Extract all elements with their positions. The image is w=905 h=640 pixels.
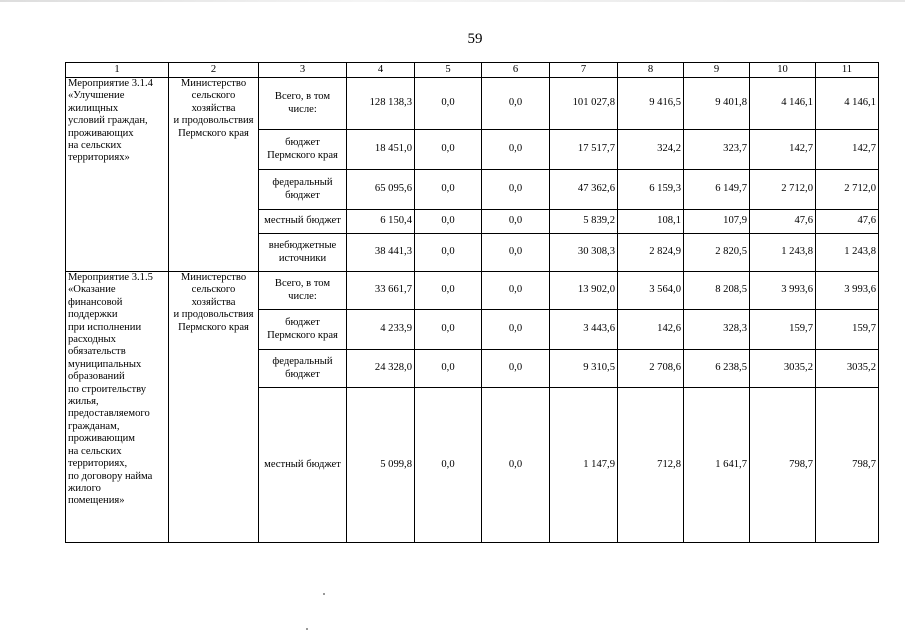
value-cell: 6 159,3 <box>618 170 684 210</box>
value-cell: 47,6 <box>750 210 816 234</box>
table-row <box>66 78 879 130</box>
cell-line: Министерство <box>180 272 247 283</box>
cell-line: расходных <box>68 334 116 346</box>
value-cell: 4 146,1 <box>816 78 879 130</box>
cell-line: Всего, в том <box>274 91 331 103</box>
cell-line: хозяйства <box>191 102 236 114</box>
value-cell: 6 150,4 <box>347 210 415 234</box>
cell-line: предоставляемого <box>68 408 150 420</box>
value-cell: 13 902,0 <box>550 272 618 310</box>
cell-line: федеральный <box>272 356 333 368</box>
value-cell: 2 712,0 <box>750 170 816 210</box>
value-cell: 1 243,8 <box>816 234 879 272</box>
value-cell: 159,7 <box>816 310 879 350</box>
column-number: 8 <box>618 63 684 78</box>
cell-line: Мероприятие 3.1.4 <box>68 78 153 89</box>
value-cell: 2 820,5 <box>684 234 750 272</box>
cell-line: бюджет <box>285 317 320 329</box>
value-cell: 5 839,2 <box>550 210 618 234</box>
scan-speck <box>306 628 308 630</box>
cell-line: сельского <box>191 90 236 102</box>
cell-line: жилья, <box>68 396 99 408</box>
scan-edge <box>0 0 905 2</box>
cell-line: внебюджетные <box>268 240 337 252</box>
value-cell: 159,7 <box>750 310 816 350</box>
cell-line: Министерство <box>180 78 247 89</box>
value-cell: 101 027,8 <box>550 78 618 130</box>
value-cell: 142,6 <box>618 310 684 350</box>
cell-line: территориях» <box>68 152 130 164</box>
column-number-row <box>66 63 879 78</box>
cell-line: финансовой <box>68 296 123 308</box>
value-cell: 47 362,6 <box>550 170 618 210</box>
value-cell: 9 401,8 <box>684 78 750 130</box>
value-cell: 108,1 <box>618 210 684 234</box>
value-cell: 47,6 <box>816 210 879 234</box>
value-cell: 324,2 <box>618 130 684 170</box>
column-number: 5 <box>415 63 482 78</box>
value-cell: 712,8 <box>618 388 684 543</box>
cell-line: и продовольствия <box>173 115 254 127</box>
column-number: 3 <box>259 63 347 78</box>
funding-source-cell <box>259 210 347 234</box>
value-cell: 0,0 <box>415 130 482 170</box>
value-cell: 38 441,3 <box>347 234 415 272</box>
value-cell: 9 310,5 <box>550 350 618 388</box>
cell-line: Пермского края <box>267 149 338 161</box>
executor-cell <box>169 78 259 272</box>
value-cell: 18 451,0 <box>347 130 415 170</box>
funding-source-cell <box>259 350 347 388</box>
cell-line: на сельских <box>68 140 122 152</box>
value-cell: 8 208,5 <box>684 272 750 310</box>
value-cell: 323,7 <box>684 130 750 170</box>
cell-line: по строительству <box>68 383 147 395</box>
value-cell: 0,0 <box>415 350 482 388</box>
value-cell: 33 661,7 <box>347 272 415 310</box>
value-cell: 0,0 <box>415 388 482 543</box>
value-cell: 798,7 <box>816 388 879 543</box>
funding-source-cell <box>259 130 347 170</box>
column-number: 4 <box>347 63 415 78</box>
value-cell: 107,9 <box>684 210 750 234</box>
cell-line: «Улучшение <box>68 90 125 102</box>
value-cell: 0,0 <box>415 310 482 350</box>
value-cell: 142,7 <box>816 130 879 170</box>
column-number: 10 <box>750 63 816 78</box>
funding-source-cell <box>259 272 347 310</box>
column-number: 11 <box>816 63 879 78</box>
value-cell: 65 095,6 <box>347 170 415 210</box>
cell-line: гражданам, <box>68 420 120 432</box>
value-cell: 2 824,9 <box>618 234 684 272</box>
scan-speck <box>323 593 325 595</box>
value-cell: 24 328,0 <box>347 350 415 388</box>
cell-line: местный бюджет <box>264 215 341 227</box>
cell-line: бюджет <box>285 189 320 201</box>
table-row <box>66 272 879 310</box>
cell-line: помещения» <box>68 495 125 507</box>
cell-line: по договору найма <box>68 470 153 482</box>
cell-line: жилого <box>68 482 101 494</box>
page-number: 59 <box>467 31 483 47</box>
value-cell: 17 517,7 <box>550 130 618 170</box>
cell-line: обязательств <box>68 346 126 358</box>
cell-line: условий граждан, <box>68 115 148 127</box>
value-cell: 1 243,8 <box>750 234 816 272</box>
activity-name-cell <box>66 272 169 543</box>
value-cell: 1 147,9 <box>550 388 618 543</box>
value-cell: 0,0 <box>482 170 550 210</box>
cell-line: Мероприятие 3.1.5 <box>68 272 153 283</box>
cell-line: хозяйства <box>191 296 236 308</box>
activity-name-cell <box>66 78 169 272</box>
cell-line: местный бюджет <box>264 458 341 470</box>
value-cell: 5 099,8 <box>347 388 415 543</box>
value-cell: 142,7 <box>750 130 816 170</box>
funding-source-cell <box>259 310 347 350</box>
value-cell: 0,0 <box>482 234 550 272</box>
cell-line: на сельских <box>68 445 122 457</box>
cell-line: проживающим <box>68 433 135 445</box>
funding-source-cell <box>259 388 347 543</box>
value-cell: 0,0 <box>482 210 550 234</box>
cell-line: бюджет <box>285 137 320 149</box>
value-cell: 0,0 <box>415 272 482 310</box>
column-number: 7 <box>550 63 618 78</box>
value-cell: 0,0 <box>415 210 482 234</box>
cell-line: образований <box>68 371 125 383</box>
cell-line: числе: <box>288 103 317 115</box>
cell-line: Пермского края <box>178 321 249 333</box>
value-cell: 4 233,9 <box>347 310 415 350</box>
funding-source-cell <box>259 170 347 210</box>
value-cell: 0,0 <box>415 170 482 210</box>
column-number: 6 <box>482 63 550 78</box>
cell-line: проживающих <box>68 127 134 139</box>
value-cell: 3 443,6 <box>550 310 618 350</box>
value-cell: 9 416,5 <box>618 78 684 130</box>
value-cell: 0,0 <box>482 78 550 130</box>
value-cell: 2 712,0 <box>816 170 879 210</box>
column-number: 1 <box>66 63 169 78</box>
value-cell: 4 146,1 <box>750 78 816 130</box>
funding-source-cell <box>259 234 347 272</box>
value-cell: 0,0 <box>482 130 550 170</box>
cell-line: территориях, <box>68 458 128 470</box>
column-number: 9 <box>684 63 750 78</box>
column-number: 2 <box>169 63 259 78</box>
funding-source-cell <box>259 78 347 130</box>
value-cell: 30 308,3 <box>550 234 618 272</box>
value-cell: 128 138,3 <box>347 78 415 130</box>
value-cell: 0,0 <box>482 272 550 310</box>
value-cell: 0,0 <box>415 78 482 130</box>
value-cell: 0,0 <box>415 234 482 272</box>
value-cell: 798,7 <box>750 388 816 543</box>
value-cell: 0,0 <box>482 388 550 543</box>
cell-line: федеральный <box>272 177 333 189</box>
value-cell: 0,0 <box>482 310 550 350</box>
cell-line: жилищных <box>68 102 119 114</box>
executor-cell <box>169 272 259 543</box>
value-cell: 0,0 <box>482 350 550 388</box>
cell-line: Всего, в том <box>274 278 331 290</box>
cell-line: муниципальных <box>68 358 142 370</box>
cell-line: источники <box>278 252 327 264</box>
value-cell: 6 149,7 <box>684 170 750 210</box>
cell-line: Пермского края <box>267 329 338 341</box>
cell-line: поддержки <box>68 309 118 321</box>
value-cell: 1 641,7 <box>684 388 750 543</box>
cell-line: Пермского края <box>178 127 249 139</box>
cell-line: при исполнении <box>68 321 142 333</box>
cell-line: числе: <box>288 290 317 302</box>
value-cell: 3 993,6 <box>816 272 879 310</box>
value-cell: 3 564,0 <box>618 272 684 310</box>
value-cell: 3 993,6 <box>750 272 816 310</box>
cell-line: сельского <box>191 284 236 296</box>
value-cell: 2 708,6 <box>618 350 684 388</box>
budget-table <box>65 62 879 543</box>
value-cell: 3035,2 <box>816 350 879 388</box>
value-cell: 6 238,5 <box>684 350 750 388</box>
cell-line: бюджет <box>285 368 320 380</box>
value-cell: 328,3 <box>684 310 750 350</box>
cell-line: «Оказание <box>68 284 116 296</box>
cell-line: и продовольствия <box>173 309 254 321</box>
value-cell: 3035,2 <box>750 350 816 388</box>
